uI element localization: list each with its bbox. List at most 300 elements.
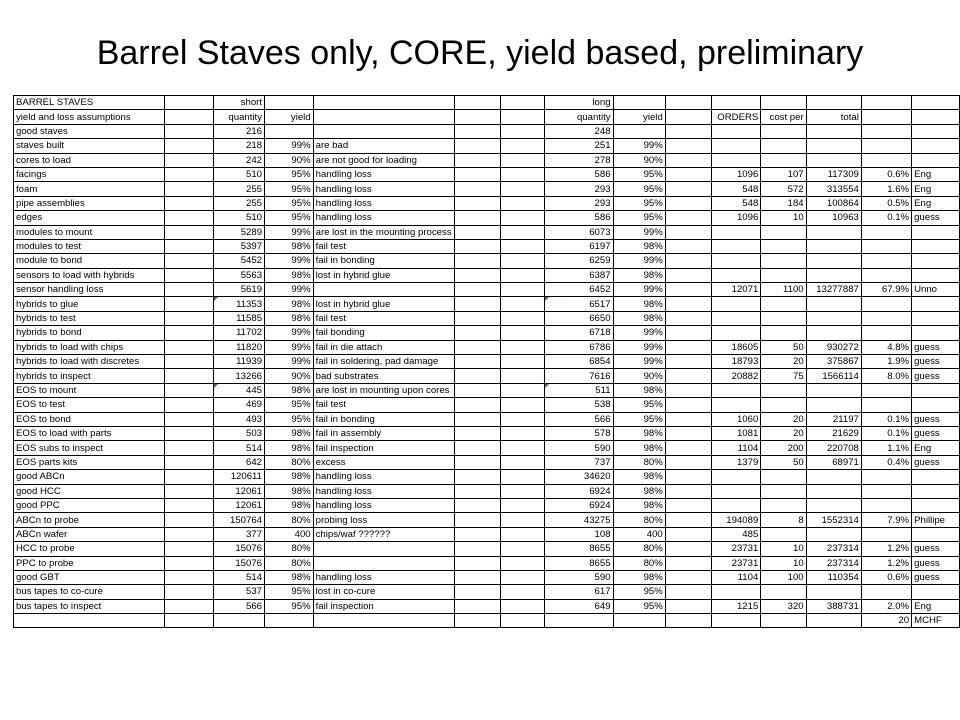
table-cell[interactable] xyxy=(665,498,711,512)
table-cell[interactable]: 0.6% xyxy=(861,570,911,584)
table-cell[interactable] xyxy=(164,570,214,584)
table-cell[interactable] xyxy=(164,614,214,628)
table-cell[interactable]: 11939 xyxy=(214,355,265,369)
table-cell[interactable]: 6452 xyxy=(544,283,613,297)
table-cell[interactable] xyxy=(665,614,711,628)
table-cell[interactable]: 216 xyxy=(214,124,265,138)
table-cell[interactable] xyxy=(665,455,711,469)
table-cell[interactable] xyxy=(665,542,711,556)
table-cell[interactable] xyxy=(861,326,911,340)
table-cell[interactable]: 200 xyxy=(761,441,806,455)
table-cell[interactable]: 538 xyxy=(544,398,613,412)
table-cell[interactable] xyxy=(454,124,500,138)
table-cell[interactable]: 248 xyxy=(544,124,613,138)
table-cell[interactable]: 99% xyxy=(613,340,665,354)
table-cell[interactable] xyxy=(454,369,500,383)
table-cell[interactable] xyxy=(500,599,544,613)
table-cell[interactable] xyxy=(164,398,214,412)
table-cell[interactable]: handling loss xyxy=(313,484,454,498)
table-cell[interactable] xyxy=(665,383,711,397)
table-cell[interactable]: handling loss xyxy=(313,196,454,210)
table-cell[interactable] xyxy=(806,268,861,282)
table-cell[interactable]: 255 xyxy=(214,182,265,196)
table-cell[interactable]: 80% xyxy=(613,513,665,527)
table-cell[interactable] xyxy=(665,167,711,181)
table-cell[interactable] xyxy=(164,139,214,153)
table-cell[interactable]: guess xyxy=(912,340,960,354)
table-cell[interactable]: fail in bonding xyxy=(313,412,454,426)
table-cell[interactable]: 566 xyxy=(544,412,613,426)
table-cell[interactable] xyxy=(313,542,454,556)
table-cell[interactable]: 10 xyxy=(761,211,806,225)
table-cell[interactable]: guess xyxy=(912,369,960,383)
table-cell[interactable]: 99% xyxy=(613,139,665,153)
table-cell[interactable] xyxy=(806,498,861,512)
table-cell[interactable]: 90% xyxy=(265,153,314,167)
table-cell[interactable]: 50 xyxy=(761,455,806,469)
table-cell[interactable]: 1.2% xyxy=(861,542,911,556)
table-cell[interactable] xyxy=(912,96,960,110)
table-cell[interactable] xyxy=(500,340,544,354)
table-cell[interactable] xyxy=(265,614,314,628)
table-cell[interactable]: MCHF xyxy=(912,614,960,628)
table-cell[interactable]: 572 xyxy=(761,182,806,196)
table-cell[interactable]: 95% xyxy=(265,182,314,196)
table-cell[interactable] xyxy=(500,585,544,599)
table-cell[interactable] xyxy=(665,196,711,210)
table-cell[interactable] xyxy=(164,239,214,253)
table-cell[interactable]: 100 xyxy=(761,570,806,584)
table-cell[interactable] xyxy=(454,96,500,110)
table-cell[interactable]: 98% xyxy=(613,268,665,282)
table-cell[interactable]: 6197 xyxy=(544,239,613,253)
table-cell[interactable]: 95% xyxy=(265,398,314,412)
table-cell[interactable] xyxy=(164,297,214,311)
table-cell[interactable] xyxy=(665,182,711,196)
table-cell[interactable] xyxy=(861,527,911,541)
table-cell[interactable]: 293 xyxy=(544,196,613,210)
table-cell[interactable] xyxy=(500,297,544,311)
table-cell[interactable]: Eng xyxy=(912,182,960,196)
table-cell[interactable]: 8655 xyxy=(544,542,613,556)
table-cell[interactable]: 11820 xyxy=(214,340,265,354)
table-cell[interactable] xyxy=(544,614,613,628)
table-cell[interactable] xyxy=(454,340,500,354)
table-cell[interactable]: fail in die attach xyxy=(313,340,454,354)
table-cell[interactable]: 445 xyxy=(214,383,265,397)
table-cell[interactable]: 1.2% xyxy=(861,556,911,570)
table-cell[interactable] xyxy=(500,513,544,527)
table-cell[interactable]: module to bond xyxy=(14,254,165,268)
table-cell[interactable] xyxy=(164,153,214,167)
table-cell[interactable] xyxy=(861,383,911,397)
table-cell[interactable] xyxy=(711,225,761,239)
table-cell[interactable] xyxy=(711,614,761,628)
table-cell[interactable]: 98% xyxy=(613,297,665,311)
table-cell[interactable]: staves built xyxy=(14,139,165,153)
table-cell[interactable] xyxy=(164,268,214,282)
table-cell[interactable]: good PPC xyxy=(14,498,165,512)
table-cell[interactable]: 377 xyxy=(214,527,265,541)
table-cell[interactable]: 80% xyxy=(613,455,665,469)
table-cell[interactable] xyxy=(164,412,214,426)
table-cell[interactable]: lost in hybrid glue xyxy=(313,297,454,311)
table-cell[interactable] xyxy=(454,383,500,397)
table-cell[interactable]: Eng xyxy=(912,167,960,181)
table-cell[interactable]: 220708 xyxy=(806,441,861,455)
table-cell[interactable]: 617 xyxy=(544,585,613,599)
table-cell[interactable]: 15076 xyxy=(214,542,265,556)
table-cell[interactable]: 75 xyxy=(761,369,806,383)
table-cell[interactable]: 10963 xyxy=(806,211,861,225)
table-cell[interactable]: 278 xyxy=(544,153,613,167)
table-cell[interactable]: Eng xyxy=(912,441,960,455)
table-cell[interactable]: 930272 xyxy=(806,340,861,354)
table-cell[interactable] xyxy=(861,268,911,282)
table-cell[interactable] xyxy=(500,311,544,325)
table-cell[interactable] xyxy=(164,542,214,556)
table-cell[interactable] xyxy=(912,383,960,397)
table-cell[interactable] xyxy=(500,139,544,153)
table-cell[interactable]: handling loss xyxy=(313,470,454,484)
table-cell[interactable] xyxy=(912,326,960,340)
table-cell[interactable]: 98% xyxy=(265,383,314,397)
table-cell[interactable]: 10 xyxy=(761,556,806,570)
table-cell[interactable]: fail test xyxy=(313,398,454,412)
table-cell[interactable]: 6387 xyxy=(544,268,613,282)
table-cell[interactable] xyxy=(806,239,861,253)
table-cell[interactable] xyxy=(912,484,960,498)
table-cell[interactable]: 1081 xyxy=(711,426,761,440)
table-cell[interactable] xyxy=(454,139,500,153)
table-cell[interactable]: 6259 xyxy=(544,254,613,268)
table-cell[interactable]: guess xyxy=(912,542,960,556)
table-cell[interactable] xyxy=(711,585,761,599)
table-cell[interactable]: 20882 xyxy=(711,369,761,383)
table-cell[interactable] xyxy=(454,355,500,369)
table-cell[interactable] xyxy=(454,211,500,225)
table-cell[interactable] xyxy=(665,484,711,498)
table-cell[interactable]: 107 xyxy=(761,167,806,181)
table-cell[interactable] xyxy=(711,484,761,498)
table-cell[interactable]: 388731 xyxy=(806,599,861,613)
table-cell[interactable]: EOS parts kits xyxy=(14,455,165,469)
table-cell[interactable]: 6786 xyxy=(544,340,613,354)
table-cell[interactable] xyxy=(806,297,861,311)
table-cell[interactable] xyxy=(214,614,265,628)
table-cell[interactable] xyxy=(454,484,500,498)
table-cell[interactable]: 150764 xyxy=(214,513,265,527)
table-cell[interactable] xyxy=(711,239,761,253)
table-cell[interactable] xyxy=(912,585,960,599)
table-cell[interactable]: 375867 xyxy=(806,355,861,369)
table-cell[interactable] xyxy=(454,167,500,181)
table-cell[interactable]: 34620 xyxy=(544,470,613,484)
table-cell[interactable] xyxy=(912,124,960,138)
table-cell[interactable]: are not good for loading xyxy=(313,153,454,167)
table-cell[interactable] xyxy=(665,369,711,383)
table-cell[interactable]: long xyxy=(544,96,613,110)
table-cell[interactable]: 5397 xyxy=(214,239,265,253)
table-cell[interactable]: 95% xyxy=(265,167,314,181)
table-cell[interactable] xyxy=(164,441,214,455)
table-cell[interactable] xyxy=(912,268,960,282)
table-cell[interactable] xyxy=(454,426,500,440)
table-cell[interactable]: 13277887 xyxy=(806,283,861,297)
table-cell[interactable] xyxy=(164,513,214,527)
table-cell[interactable]: modules to mount xyxy=(14,225,165,239)
table-cell[interactable] xyxy=(665,441,711,455)
table-cell[interactable] xyxy=(912,254,960,268)
table-cell[interactable]: 95% xyxy=(613,182,665,196)
table-cell[interactable]: fail in soldering, pad damage xyxy=(313,355,454,369)
table-cell[interactable]: 95% xyxy=(613,398,665,412)
table-cell[interactable] xyxy=(861,110,911,124)
table-cell[interactable] xyxy=(500,167,544,181)
table-cell[interactable] xyxy=(665,153,711,167)
table-cell[interactable] xyxy=(665,225,711,239)
table-cell[interactable]: 503 xyxy=(214,426,265,440)
table-cell[interactable] xyxy=(500,326,544,340)
table-cell[interactable] xyxy=(806,326,861,340)
table-cell[interactable] xyxy=(665,570,711,584)
table-cell[interactable]: total xyxy=(806,110,861,124)
table-cell[interactable] xyxy=(500,484,544,498)
table-cell[interactable]: 10 xyxy=(761,542,806,556)
table-cell[interactable]: 590 xyxy=(544,570,613,584)
table-cell[interactable]: 95% xyxy=(265,211,314,225)
table-cell[interactable] xyxy=(164,225,214,239)
table-cell[interactable] xyxy=(454,570,500,584)
table-cell[interactable]: 98% xyxy=(265,470,314,484)
table-cell[interactable]: foam xyxy=(14,182,165,196)
table-cell[interactable] xyxy=(861,153,911,167)
table-cell[interactable] xyxy=(164,599,214,613)
table-cell[interactable]: 98% xyxy=(265,498,314,512)
table-cell[interactable] xyxy=(454,326,500,340)
table-cell[interactable]: 80% xyxy=(265,513,314,527)
table-cell[interactable] xyxy=(500,369,544,383)
table-cell[interactable] xyxy=(665,412,711,426)
table-cell[interactable] xyxy=(500,182,544,196)
table-cell[interactable]: 0.6% xyxy=(861,167,911,181)
table-cell[interactable] xyxy=(665,110,711,124)
table-cell[interactable]: 80% xyxy=(265,455,314,469)
table-cell[interactable]: 242 xyxy=(214,153,265,167)
table-cell[interactable] xyxy=(164,426,214,440)
table-cell[interactable]: 50 xyxy=(761,340,806,354)
table-cell[interactable] xyxy=(313,124,454,138)
table-cell[interactable]: 98% xyxy=(265,484,314,498)
table-cell[interactable]: 95% xyxy=(265,412,314,426)
table-cell[interactable] xyxy=(313,614,454,628)
table-cell[interactable] xyxy=(454,470,500,484)
table-cell[interactable]: 95% xyxy=(613,167,665,181)
table-cell[interactable]: 8.0% xyxy=(861,369,911,383)
table-cell[interactable]: are bad xyxy=(313,139,454,153)
table-cell[interactable]: 469 xyxy=(214,398,265,412)
table-cell[interactable]: 95% xyxy=(613,412,665,426)
table-cell[interactable]: Unno xyxy=(912,283,960,297)
table-cell[interactable] xyxy=(265,96,314,110)
table-cell[interactable]: probing loss xyxy=(313,513,454,527)
table-cell[interactable] xyxy=(861,139,911,153)
table-cell[interactable]: 95% xyxy=(613,196,665,210)
table-cell[interactable] xyxy=(500,225,544,239)
table-cell[interactable]: 13266 xyxy=(214,369,265,383)
table-cell[interactable]: bus tapes to inspect xyxy=(14,599,165,613)
table-cell[interactable]: 6073 xyxy=(544,225,613,239)
table-cell[interactable] xyxy=(861,398,911,412)
table-cell[interactable]: 510 xyxy=(214,167,265,181)
table-cell[interactable]: are lost in mounting upon cores xyxy=(313,383,454,397)
table-cell[interactable]: guess xyxy=(912,570,960,584)
table-cell[interactable]: 95% xyxy=(613,211,665,225)
table-cell[interactable] xyxy=(665,139,711,153)
table-cell[interactable] xyxy=(806,96,861,110)
table-cell[interactable]: 8655 xyxy=(544,556,613,570)
table-cell[interactable]: 120611 xyxy=(214,470,265,484)
table-cell[interactable] xyxy=(665,355,711,369)
table-cell[interactable] xyxy=(665,340,711,354)
table-cell[interactable] xyxy=(500,412,544,426)
table-cell[interactable] xyxy=(613,614,665,628)
table-cell[interactable] xyxy=(761,614,806,628)
table-cell[interactable]: 1.1% xyxy=(861,441,911,455)
table-cell[interactable]: 99% xyxy=(265,254,314,268)
table-cell[interactable]: 117309 xyxy=(806,167,861,181)
table-cell[interactable]: 0.1% xyxy=(861,426,911,440)
table-cell[interactable]: 493 xyxy=(214,412,265,426)
table-cell[interactable] xyxy=(665,254,711,268)
table-cell[interactable] xyxy=(164,326,214,340)
table-cell[interactable]: yield xyxy=(265,110,314,124)
table-cell[interactable]: 21197 xyxy=(806,412,861,426)
table-cell[interactable] xyxy=(500,355,544,369)
table-cell[interactable]: 99% xyxy=(265,340,314,354)
table-cell[interactable]: 95% xyxy=(265,585,314,599)
table-cell[interactable]: 2.0% xyxy=(861,599,911,613)
table-cell[interactable]: chips/waf ?????? xyxy=(313,527,454,541)
table-cell[interactable] xyxy=(806,383,861,397)
table-cell[interactable] xyxy=(861,484,911,498)
table-cell[interactable]: 8 xyxy=(761,513,806,527)
table-cell[interactable] xyxy=(164,182,214,196)
table-cell[interactable] xyxy=(711,470,761,484)
table-cell[interactable] xyxy=(164,211,214,225)
table-cell[interactable]: 586 xyxy=(544,211,613,225)
table-cell[interactable]: EOS to test xyxy=(14,398,165,412)
table-cell[interactable] xyxy=(711,268,761,282)
table-cell[interactable]: 90% xyxy=(265,369,314,383)
table-cell[interactable]: 99% xyxy=(613,326,665,340)
table-cell[interactable] xyxy=(265,124,314,138)
table-cell[interactable]: guess xyxy=(912,455,960,469)
table-cell[interactable]: 0.1% xyxy=(861,211,911,225)
table-cell[interactable]: sensor handling loss xyxy=(14,283,165,297)
table-cell[interactable]: 485 xyxy=(711,527,761,541)
table-cell[interactable]: 514 xyxy=(214,441,265,455)
table-cell[interactable] xyxy=(761,268,806,282)
table-cell[interactable]: 0.4% xyxy=(861,455,911,469)
table-cell[interactable]: pipe assemblies xyxy=(14,196,165,210)
table-cell[interactable]: 20 xyxy=(761,355,806,369)
table-cell[interactable] xyxy=(665,527,711,541)
table-cell[interactable] xyxy=(761,383,806,397)
table-cell[interactable] xyxy=(454,153,500,167)
table-cell[interactable]: 95% xyxy=(613,599,665,613)
table-cell[interactable] xyxy=(912,398,960,412)
table-cell[interactable] xyxy=(861,96,911,110)
table-cell[interactable]: 23731 xyxy=(711,542,761,556)
table-cell[interactable] xyxy=(454,196,500,210)
table-cell[interactable]: guess xyxy=(912,412,960,426)
table-cell[interactable]: 98% xyxy=(613,441,665,455)
table-cell[interactable]: 642 xyxy=(214,455,265,469)
table-cell[interactable] xyxy=(912,498,960,512)
table-cell[interactable] xyxy=(164,124,214,138)
table-cell[interactable]: 6718 xyxy=(544,326,613,340)
table-cell[interactable]: 5563 xyxy=(214,268,265,282)
table-cell[interactable] xyxy=(313,110,454,124)
table-cell[interactable] xyxy=(500,383,544,397)
table-cell[interactable] xyxy=(711,297,761,311)
table-cell[interactable] xyxy=(806,484,861,498)
table-cell[interactable]: 293 xyxy=(544,182,613,196)
table-cell[interactable]: hybrids to load with chips xyxy=(14,340,165,354)
table-cell[interactable]: 12071 xyxy=(711,283,761,297)
table-cell[interactable]: 95% xyxy=(613,585,665,599)
table-cell[interactable] xyxy=(454,412,500,426)
table-cell[interactable] xyxy=(665,398,711,412)
table-cell[interactable] xyxy=(861,254,911,268)
table-cell[interactable] xyxy=(313,556,454,570)
table-cell[interactable] xyxy=(454,498,500,512)
table-cell[interactable] xyxy=(861,225,911,239)
table-cell[interactable]: 95% xyxy=(265,599,314,613)
table-cell[interactable] xyxy=(861,297,911,311)
table-cell[interactable] xyxy=(665,297,711,311)
table-cell[interactable] xyxy=(164,455,214,469)
table-cell[interactable]: HCC to probe xyxy=(14,542,165,556)
table-cell[interactable] xyxy=(912,527,960,541)
table-cell[interactable]: 1060 xyxy=(711,412,761,426)
table-cell[interactable]: 590 xyxy=(544,441,613,455)
table-cell[interactable] xyxy=(613,96,665,110)
table-cell[interactable]: handling loss xyxy=(313,182,454,196)
table-cell[interactable]: 1379 xyxy=(711,455,761,469)
table-cell[interactable] xyxy=(454,398,500,412)
table-cell[interactable]: 98% xyxy=(613,426,665,440)
table-cell[interactable]: 15076 xyxy=(214,556,265,570)
table-cell[interactable]: Eng xyxy=(912,196,960,210)
table-cell[interactable]: EOS to load with parts xyxy=(14,426,165,440)
table-cell[interactable] xyxy=(164,110,214,124)
table-cell[interactable]: Phillipe xyxy=(912,513,960,527)
table-cell[interactable]: 537 xyxy=(214,585,265,599)
table-cell[interactable] xyxy=(454,297,500,311)
table-cell[interactable]: 237314 xyxy=(806,542,861,556)
table-cell[interactable]: 320 xyxy=(761,599,806,613)
table-cell[interactable]: 737 xyxy=(544,455,613,469)
table-cell[interactable] xyxy=(164,556,214,570)
table-cell[interactable] xyxy=(912,153,960,167)
table-cell[interactable] xyxy=(761,96,806,110)
table-cell[interactable] xyxy=(761,254,806,268)
table-cell[interactable]: are lost in the mounting process xyxy=(313,225,454,239)
table-cell[interactable] xyxy=(711,124,761,138)
table-cell[interactable] xyxy=(665,599,711,613)
